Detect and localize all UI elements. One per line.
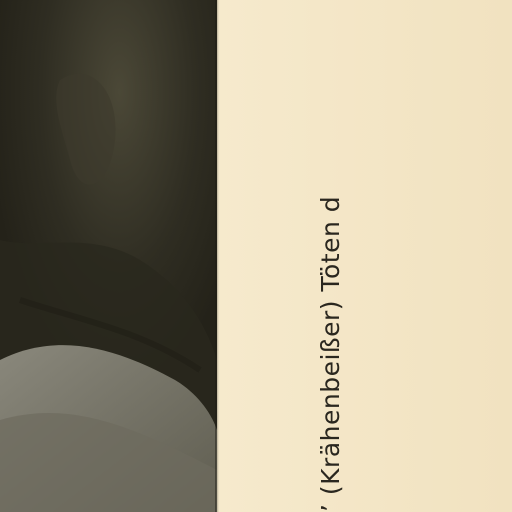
photograph-icon <box>0 0 217 512</box>
rotated-caption <box>318 196 343 512</box>
caption-text: ’ (Krähenbeißer) Töten d <box>316 195 345 512</box>
photo-edge-shadow <box>215 0 219 512</box>
photograph-region <box>0 0 217 512</box>
